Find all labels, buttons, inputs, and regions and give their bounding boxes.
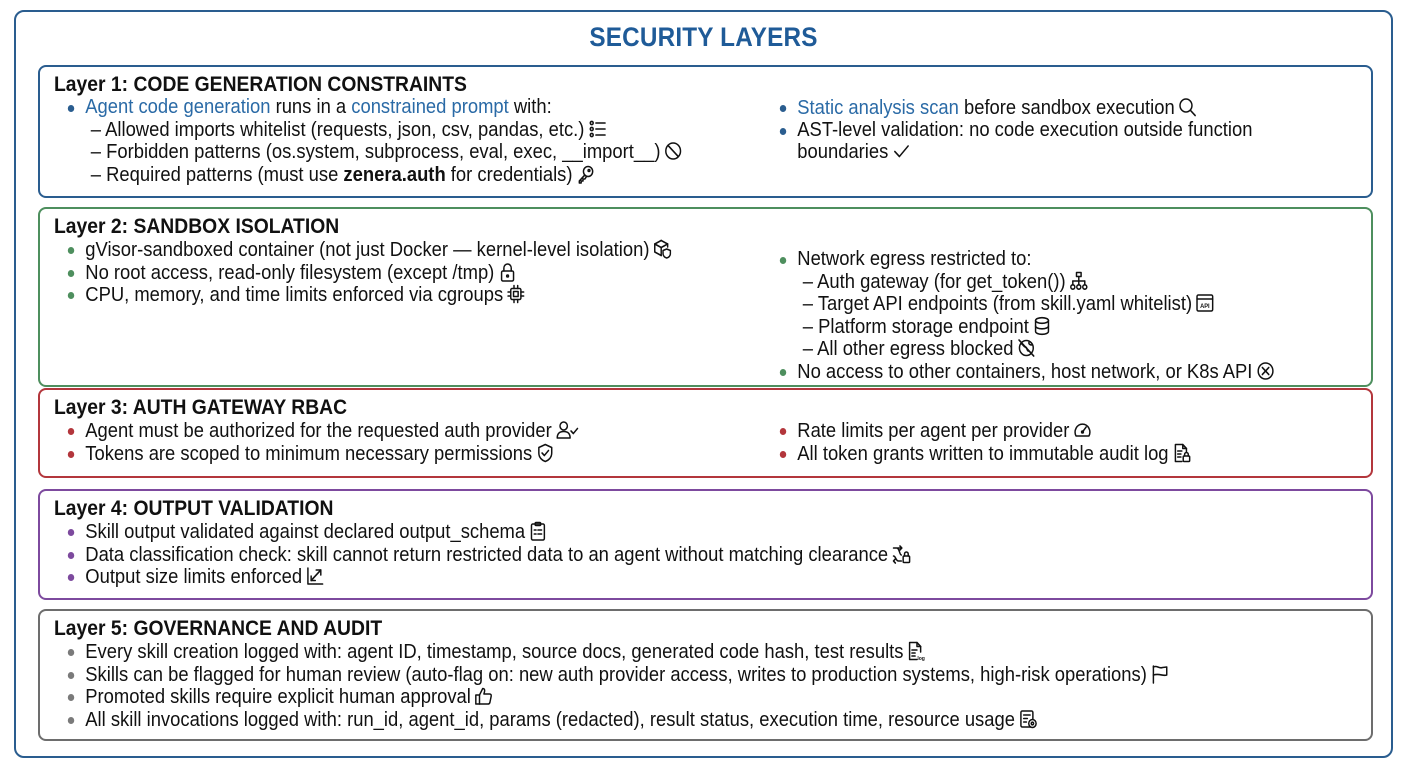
log-settings-icon [1019,709,1037,729]
layer-title: Layer 5: GOVERNANCE AND AUDIT [54,617,383,640]
list-item: AST-level validation: no code execution outside function boundaries [766,120,1281,164]
list-subitem: – Target API endpoints (from skill.yaml whitelist) API [766,293,1310,316]
list-item: No access to other containers, host network, or K8s API [766,361,1310,384]
list-item: Promoted skills require explicit human approval [54,686,1253,709]
file-lock-icon [1172,443,1190,463]
forbidden-icon [664,141,682,161]
list-item: gVisor-sandboxed container (not just Docker — kernel-level isolation) [54,239,709,262]
lock-icon [498,262,516,282]
key-icon [576,164,594,184]
search-icon [1178,97,1196,117]
list-item: No root access, read-only filesystem (except /tmp) [54,262,709,285]
diagram-title: SECURITY LAYERS [589,22,818,52]
list-item: Static analysis scan before sandbox execution [766,97,1310,120]
svg-text:API: API [1200,303,1210,310]
layer-1-code-generation [38,65,1373,198]
list-icon [588,119,606,139]
list-item: Agent must be authorized for the requested auth provider [54,420,709,443]
layer-4-output-validation [38,489,1373,600]
list-item: Network egress restricted to: [766,249,1310,271]
list-item: Data classification check: skill cannot return restricted data to an agent without matching clearance [54,544,1253,567]
gauge-icon [1073,420,1091,440]
user-check-icon [555,420,579,440]
api-icon [1196,293,1214,313]
clipboard-list-icon [529,521,547,541]
list-item: All skill invocations logged with: run_id, agent_id, params (redacted), result status, execution time, resource usage [54,709,1253,732]
security-layers-panel [14,10,1393,758]
list-item: Skill output validated against declared output_schema [54,521,1253,544]
list-item: Rate limits per agent per provider [766,420,1310,443]
layer-title: Layer 3: AUTH GATEWAY RBAC [54,396,348,419]
list-subitem: – Allowed imports whitelist (requests, json, csv, pandas, etc.) [54,119,709,142]
list-item: Output size limits enforced [54,566,1253,589]
database-icon [1033,316,1051,336]
list-item: Every skill creation logged with: agent ID, timestamp, source docs, generated code hash, test results log [54,641,1253,664]
layer-title: Layer 4: OUTPUT VALIDATION [54,497,334,520]
thumbs-up-icon [475,686,493,706]
svg-text:log: log [917,655,926,661]
shield-check-icon [536,443,554,463]
container-shield-icon [653,239,671,259]
list-subitem: – Required patterns (must use zenera.auth for credentials) [54,164,709,187]
layer-2-sandbox-isolation [38,207,1373,387]
shuffle-lock-icon [892,544,910,564]
layer-title: Layer 2: SANDBOX ISOLATION [54,215,340,238]
resize-icon [306,566,324,586]
list-item: CPU, memory, and time limits enforced via cgroups [54,284,709,307]
flag-icon [1151,664,1169,684]
list-subitem: – Platform storage endpoint [766,316,1310,339]
layer-5-governance-audit [38,609,1373,741]
network-icon [1069,271,1087,291]
list-subitem: – All other egress blocked [766,338,1310,361]
layer-title: Layer 1: CODE GENERATION CONSTRAINTS [54,73,467,96]
file-log-icon [907,641,925,661]
globe-blocked-icon [1017,338,1035,358]
list-item: Skills can be flagged for human review (auto-flag on: new auth provider access, writes to production systems, high-risk operations) [54,664,1253,687]
check-icon [892,141,910,161]
list-item: Tokens are scoped to minimum necessary permissions [54,443,709,466]
list-subitem: – Auth gateway (for get_token()) [766,271,1310,294]
cpu-icon [507,284,525,304]
layer-3-auth-gateway-rbac [38,388,1373,478]
list-subitem: – Forbidden patterns (os.system, subprocess, eval, exec, __import__) [54,141,709,164]
x-circle-icon [1256,361,1274,381]
list-item: Agent code generation runs in a constrained prompt with: [54,97,709,119]
list-item: All token grants written to immutable audit log [766,443,1310,466]
